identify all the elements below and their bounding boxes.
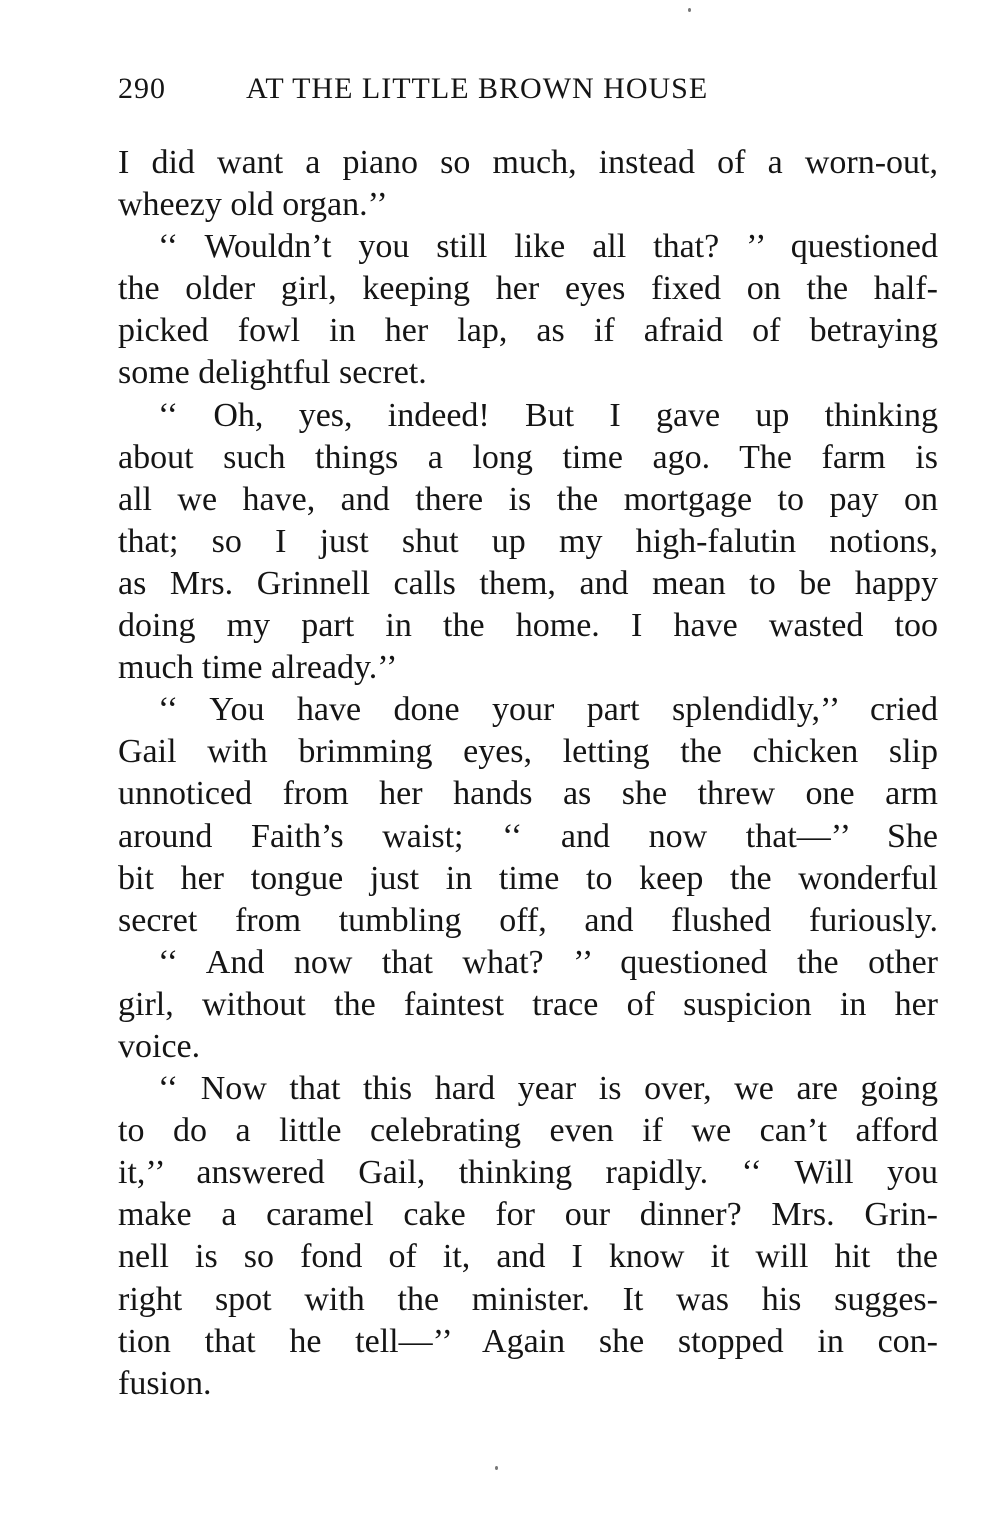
text-line: to do a little celebrating even if we can’t afford (118, 1112, 938, 1150)
page-number: 290 (118, 72, 166, 105)
text-line: some delightful secret. (118, 354, 427, 392)
text-line: much time already.’’ (118, 649, 398, 687)
text-line: right spot with the minister. It was his sugges- (118, 1280, 938, 1318)
text-line: around Faith’s waist; ‘‘ and now that—’’ She (118, 817, 938, 855)
print-speck (688, 8, 691, 12)
text-line: ‘‘ And now that what? ’’ questioned the other (158, 943, 938, 981)
text-line: fusion. (118, 1364, 212, 1402)
text-line: wheezy old organ.’’ (118, 186, 388, 224)
text-line: tion that he tell—’’ Again she stopped in con- (118, 1322, 938, 1360)
running-title: AT THE LITTLE BROWN HOUSE (246, 72, 709, 105)
text-line: as Mrs. Grinnell calls them, and mean to be happy (118, 564, 938, 602)
running-head (118, 72, 818, 112)
text-line: I did want a piano so much, instead of a worn-out, (118, 144, 938, 181)
text-line: Gail with brimming eyes, letting the chicken slip (118, 733, 938, 771)
text-line: picked fowl in her lap, as if afraid of betraying (118, 312, 938, 350)
text-line: voice. (118, 1027, 201, 1065)
text-line: secret from tumbling off, and flushed furiously. (118, 901, 938, 939)
text-line: girl, without the faintest trace of suspicion in her (118, 985, 938, 1023)
text-line: ‘‘ You have done your part splendidly,’’ cried (158, 691, 938, 729)
text-line: bit her tongue just in time to keep the wonderful (118, 859, 938, 897)
text-line: ‘‘ Now that this hard year is over, we are going (158, 1070, 938, 1108)
text-line: the older girl, keeping her eyes fixed on the half- (118, 270, 938, 308)
body-text (118, 142, 938, 1405)
text-line: ‘‘ Oh, yes, indeed! But I gave up thinking (158, 396, 938, 434)
text-line: doing my part in the home. I have wasted too (118, 607, 938, 645)
text-line: it,’’ answered Gail, thinking rapidly. ‘‘ Will you (118, 1154, 938, 1192)
text-line: that; so I just shut up my high-falutin notions, (118, 522, 938, 560)
print-speck (495, 1466, 498, 1470)
text-line: about such things a long time ago. The farm is (118, 438, 938, 476)
text-line: make a caramel cake for our dinner? Mrs. Grin- (118, 1196, 938, 1234)
text-line: nell is so fond of it, and I know it will hit the (118, 1238, 938, 1276)
text-line: unnoticed from her hands as she threw one arm (118, 775, 938, 813)
text-line: ‘‘ Wouldn’t you still like all that? ’’ questioned (158, 228, 938, 266)
text-line: all we have, and there is the mortgage to pay on (118, 480, 938, 518)
